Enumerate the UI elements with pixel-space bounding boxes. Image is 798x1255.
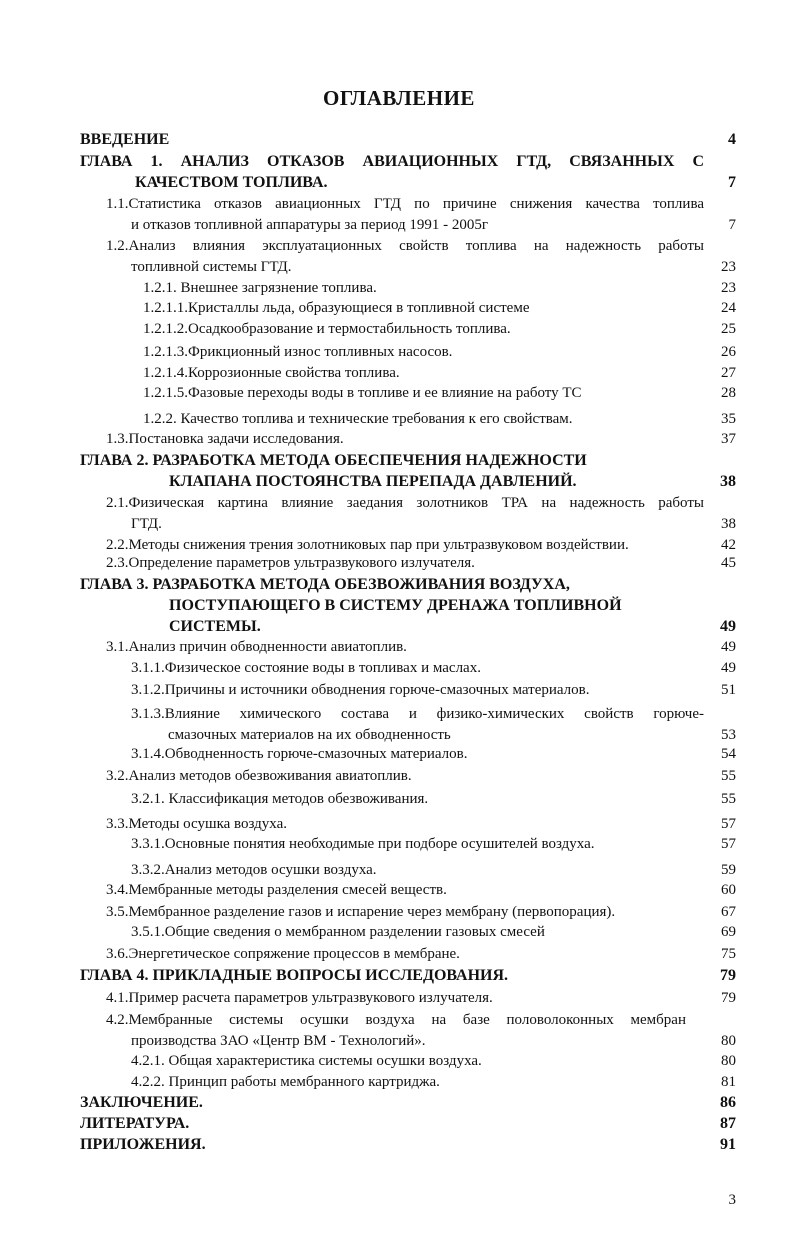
toc-entry-page: 7 — [728, 217, 736, 233]
toc-entry-label: 1.2.1.4.Коррозионные свойства топлива. — [143, 365, 400, 381]
toc-entry-label: 1.2.1. Внешнее загрязнение топлива. — [143, 280, 377, 296]
toc-entry-page: 86 — [720, 1094, 736, 1111]
toc-entry-label-line2: производства ЗАО «Центр ВМ - Технологий». — [131, 1033, 426, 1049]
toc-entry-label: 1.2.1.3.Фрикционный износ топливных насосов. — [143, 344, 453, 360]
toc-entry-4-2[interactable] — [106, 1010, 798, 1052]
toc-entry-2-3[interactable] — [106, 553, 798, 574]
toc-entry-page: 38 — [720, 473, 736, 490]
toc-entry-page: 37 — [721, 431, 736, 447]
toc-entry-label: 1.2.Анализ влияния эксплуатационных свойств топлива на надежность работы — [106, 238, 704, 254]
toc-entry-page: 4 — [728, 131, 736, 148]
toc-entry-page: 75 — [721, 946, 736, 962]
toc-entry-label: ПРИЛОЖЕНИЯ. — [80, 1136, 206, 1153]
toc-entry-page: 87 — [720, 1115, 736, 1132]
toc-entry-3-2[interactable] — [106, 766, 798, 787]
toc-entry-page: 25 — [721, 321, 736, 337]
toc-entry-label: 3.5.Мембранное разделение газов и испарение через мембрану (первопорация). — [106, 904, 616, 920]
toc-entry-label: ГЛАВА 4. ПРИКЛАДНЫЕ ВОПРОСЫ ИССЛЕДОВАНИЯ. — [80, 967, 509, 984]
toc-entry-1-2-1-5[interactable] — [143, 383, 798, 404]
toc-entry-label: ЛИТЕРАТУРА. — [80, 1115, 190, 1132]
toc-entry-introduction[interactable] — [80, 129, 798, 150]
toc-entry-page: 79 — [720, 967, 736, 984]
toc-entry-chapter-1[interactable] — [80, 151, 798, 193]
toc-entry-label: 4.1.Пример расчета параметров ультразвукового излучателя. — [106, 990, 493, 1006]
toc-entry-page: 26 — [721, 344, 736, 360]
toc-entry-label: 4.2.Мембранные системы осушки воздуха на базе половолоконных мембран — [106, 1012, 686, 1028]
toc-entry-page: 60 — [721, 882, 736, 898]
toc-entry-label: 4.2.2. Принцип работы мембранного картриджа. — [131, 1074, 440, 1090]
toc-entry-label: 3.3.Методы осушка воздуха. — [106, 816, 288, 832]
toc-entry-label: 1.1.Статистика отказов авиационных ГТД по причине снижения качества топлива — [106, 196, 704, 212]
toc-entry-page: 45 — [721, 555, 736, 571]
toc-entry-page: 24 — [721, 300, 736, 316]
toc-entry-label: ГЛАВА 1. АНАЛИЗ ОТКАЗОВ АВИАЦИОННЫХ ГТД, СВЯЗАННЫХ С — [80, 153, 704, 170]
toc-entry-page: 79 — [721, 990, 736, 1006]
toc-entry-label: 3.3.1.Основные понятия необходимые при подборе осушителей воздуха. — [131, 836, 595, 852]
toc-entry-page: 49 — [721, 660, 736, 676]
toc-entry-3-1-4[interactable] — [131, 744, 798, 765]
toc-entry-1-2-1-1[interactable] — [143, 298, 798, 319]
toc-entry-label: 2.2.Методы снижения трения золотниковых пар при ультразвуковом воздействии. — [106, 537, 629, 553]
toc-entry-1-1[interactable] — [106, 194, 798, 236]
toc-entry-page: 59 — [721, 862, 736, 878]
toc-entry-appendices[interactable] — [80, 1134, 798, 1155]
toc-entry-label: 3.2.Анализ методов обезвоживания авиатоплив. — [106, 768, 412, 784]
toc-entry-label-line2: ПОСТУПАЮЩЕГО В СИСТЕМУ ДРЕНАЖА ТОПЛИВНОЙ — [169, 597, 622, 614]
toc-entry-page: 53 — [721, 727, 736, 743]
toc-entry-label-line3: СИСТЕМЫ. — [169, 618, 261, 635]
toc-entry-label: 2.3.Определение параметров ультразвукового излучателя. — [106, 555, 475, 571]
toc-entry-page: 51 — [721, 682, 736, 698]
toc-entry-3-2-1[interactable] — [131, 789, 798, 810]
toc-entry-label: 3.1.3.Влияние химического состава и физико-химических свойств горюче- — [131, 706, 704, 722]
toc-entry-page: 69 — [721, 924, 736, 940]
toc-entry-3-6[interactable] — [106, 944, 798, 965]
toc-entry-label: 1.2.2. Качество топлива и технические требования к его свойствам. — [143, 411, 573, 427]
toc-entry-label: ГЛАВА 3. РАЗРАБОТКА МЕТОДА ОБЕЗВОЖИВАНИЯ ВОЗДУХА, — [80, 576, 570, 593]
page-title: ОГЛАВЛЕНИЕ — [323, 86, 475, 110]
toc-entry-3-4[interactable] — [106, 880, 798, 901]
toc-entry-label: 1.2.1.1.Кристаллы льда, образующиеся в топливной системе — [143, 300, 530, 316]
toc-entry-1-2-2[interactable] — [143, 409, 798, 430]
toc-entry-page: 80 — [721, 1053, 736, 1069]
toc-entry-label: 3.1.Анализ причин обводненности авиатоплив. — [106, 639, 407, 655]
toc-entry-page: 91 — [720, 1136, 736, 1153]
toc-entry-page: 49 — [720, 618, 736, 635]
toc-entry-chapter-3[interactable] — [80, 574, 798, 637]
toc-entry-3-1-1[interactable] — [131, 658, 798, 679]
toc-entry-3-5-1[interactable] — [131, 922, 798, 943]
toc-entry-label: 3.4.Мембранные методы разделения смесей веществ. — [106, 882, 447, 898]
toc-entry-3-3-1[interactable] — [131, 834, 798, 855]
toc-entry-label-line2: смазочных материалов на их обводненность — [168, 727, 451, 743]
toc-entry-3-1-3[interactable] — [131, 704, 798, 746]
toc-entry-label-line2: ГТД. — [131, 516, 162, 532]
toc-entry-1-3[interactable] — [106, 429, 798, 450]
toc-entry-1-2-1[interactable] — [143, 278, 798, 299]
toc-entry-4-2-1[interactable] — [131, 1051, 798, 1072]
toc-entry-page: 28 — [721, 385, 736, 401]
page-number: 3 — [728, 1192, 736, 1208]
toc-entry-page: 55 — [721, 768, 736, 784]
toc-entry-label: ЗАКЛЮЧЕНИЕ. — [80, 1094, 203, 1111]
toc-entry-1-2-1-3[interactable] — [143, 342, 798, 363]
toc-entry-label: 1.2.1.5.Фазовые переходы воды в топливе и ее влияние на работу ТС — [143, 385, 582, 401]
toc-entry-label: 3.5.1.Общие сведения о мембранном разделении газовых смесей — [131, 924, 545, 940]
toc-entry-page: 35 — [721, 411, 736, 427]
toc-entry-label: 2.1.Физическая картина влияние заедания золотников ТРА на надежность работы — [106, 495, 704, 511]
toc-entry-page: 80 — [721, 1033, 736, 1049]
toc-entry-page: 38 — [721, 516, 736, 532]
toc-entry-chapter-2[interactable] — [80, 450, 798, 492]
toc-entry-page: 42 — [721, 537, 736, 553]
toc-entry-page: 23 — [721, 280, 736, 296]
toc-entry-1-2-1-4[interactable] — [143, 363, 798, 384]
toc-entry-label: 3.6.Энергетическое сопряжение процессов в мембране. — [106, 946, 460, 962]
toc-entry-page: 57 — [721, 816, 736, 832]
toc-entry-3-1[interactable] — [106, 637, 798, 658]
toc-entry-1-2-1-2[interactable] — [143, 319, 798, 340]
toc-entry-page: 27 — [721, 365, 736, 381]
toc-entry-label: ВВЕДЕНИЕ — [80, 131, 170, 148]
toc-entry-page: 23 — [721, 259, 736, 275]
toc-entry-label-line2: КАЧЕСТВОМ ТОПЛИВА. — [135, 174, 328, 191]
toc-entry-label: 1.2.1.2.Осадкообразование и термостабильность топлива. — [143, 321, 511, 337]
toc-entry-page: 67 — [721, 904, 736, 920]
toc-entry-4-1[interactable] — [106, 988, 798, 1009]
toc-entry-label: ГЛАВА 2. РАЗРАБОТКА МЕТОДА ОБЕСПЕЧЕНИЯ НАДЕЖНОСТИ — [80, 452, 587, 469]
toc-entry-page: 54 — [721, 746, 736, 762]
toc-entry-page: 55 — [721, 791, 736, 807]
toc-entry-page: 81 — [721, 1074, 736, 1090]
toc-entry-label: 3.3.2.Анализ методов осушки воздуха. — [131, 862, 377, 878]
toc-entry-4-2-2[interactable] — [131, 1072, 798, 1093]
toc-entry-3-3-2[interactable] — [131, 860, 798, 881]
toc-entry-chapter-4[interactable] — [80, 965, 798, 986]
toc-entry-literature[interactable] — [80, 1113, 798, 1134]
toc-entry-2-1[interactable] — [106, 493, 798, 535]
toc-entry-label: 3.2.1. Классификация методов обезвоживания. — [131, 791, 429, 807]
toc-entry-label: 3.1.2.Причины и источники обводнения горюче-смазочных материалов. — [131, 682, 590, 698]
toc-entry-1-2[interactable] — [106, 236, 798, 278]
toc-entry-label: 3.1.1.Физическое состояние воды в топливах и маслах. — [131, 660, 481, 676]
toc-entry-label: 3.1.4.Обводненность горюче-смазочных материалов. — [131, 746, 468, 762]
toc-entry-3-5[interactable] — [106, 902, 798, 923]
toc-entry-label-line2: топливной системы ГТД. — [131, 259, 292, 275]
toc-entry-label-line2: и отказов топливной аппаратуры за период 1991 - 2005г — [131, 217, 489, 233]
toc-entry-page: 57 — [721, 836, 736, 852]
toc-entry-page: 49 — [721, 639, 736, 655]
toc-entry-conclusion[interactable] — [80, 1092, 798, 1113]
toc-entry-page: 7 — [728, 174, 736, 191]
toc-entry-label: 4.2.1. Общая характеристика системы осушки воздуха. — [131, 1053, 482, 1069]
toc-entry-label-line2: КЛАПАНА ПОСТОЯНСТВА ПЕРЕПАДА ДАВЛЕНИЙ. — [169, 473, 577, 490]
toc-entry-3-3[interactable] — [106, 814, 798, 835]
toc-entry-3-1-2[interactable] — [131, 680, 798, 701]
toc-entry-label: 1.3.Постановка задачи исследования. — [106, 431, 344, 447]
